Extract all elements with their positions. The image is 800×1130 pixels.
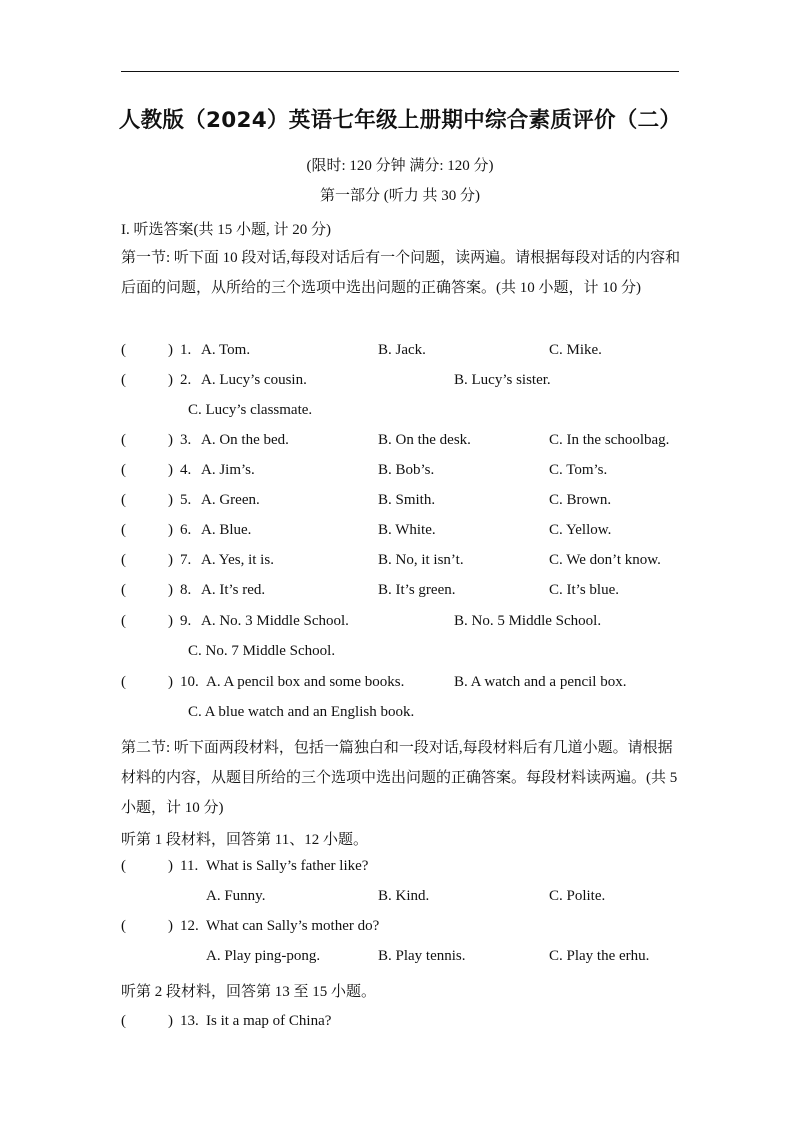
option-b: B. Kind.: [378, 888, 430, 904]
option-c: C. Polite.: [549, 888, 606, 904]
option-a: A. Lucy’s cousin.: [201, 372, 307, 388]
question-2-continued: [121, 402, 701, 424]
answer-blank-close: ): [168, 462, 173, 478]
option-a: A. Yes, it is.: [201, 552, 274, 568]
question-number: 6.: [180, 522, 192, 538]
question-number: 13.: [180, 1013, 199, 1029]
answer-blank-close: ): [168, 522, 173, 538]
section1-instructions: 第一节: 听下面 10 段对话,每段对话后有一个问题，读两遍。请根据每段对话的内容和后面的问题，从所给的三个选项中选出问题的正确答案。(共 10 小题，计 10 分): [121, 250, 681, 296]
question-2: [121, 372, 701, 394]
question-number: 11.: [180, 858, 199, 874]
question-number: 7.: [180, 552, 192, 568]
section2-instructions: 第二节: 听下面两段材料，包括一篇独白和一段对话,每段材料后有几道小题。请根据材料的内容，从题目所给的三个选项中选出问题的正确答案。每段材料读两遍。(共 5 小题，计 10 分): [121, 740, 678, 816]
option-a: A. Tom.: [201, 342, 251, 358]
option-c: C. No. 7 Middle School.: [188, 643, 336, 659]
option-c: C. Tom’s.: [549, 462, 608, 478]
question-12: [121, 918, 701, 940]
question-13: [121, 1013, 701, 1035]
question-stem: What is Sally’s father like?: [206, 858, 369, 874]
answer-blank-close: ): [168, 372, 173, 388]
question-9-continued: [121, 643, 701, 665]
answer-blank-open[interactable]: (: [121, 342, 126, 358]
question-number: 2.: [180, 372, 192, 388]
exam-time-score: (限时: 120 分钟 满分: 120 分): [306, 158, 494, 174]
answer-blank-close: ): [168, 918, 173, 934]
option-a: A. No. 3 Middle School.: [201, 613, 349, 629]
question-8: [121, 582, 701, 604]
option-b: B. No. 5 Middle School.: [454, 613, 602, 629]
option-b: B. Jack.: [378, 342, 426, 358]
answer-blank-open[interactable]: (: [121, 552, 126, 568]
option-c: C. Mike.: [549, 342, 602, 358]
option-a: A. On the bed.: [201, 432, 289, 448]
section-heading: I. 听选答案(共 15 小题, 计 20 分): [121, 222, 331, 238]
answer-blank-open[interactable]: (: [121, 522, 126, 538]
option-c: C. We don’t know.: [549, 552, 661, 568]
option-a: A. It’s red.: [201, 582, 266, 598]
question-6: [121, 522, 701, 544]
question-number: 1.: [180, 342, 192, 358]
question-3: [121, 432, 701, 454]
question-number: 9.: [180, 613, 192, 629]
question-4: [121, 462, 701, 484]
option-b: B. Play tennis.: [378, 948, 466, 964]
answer-blank-close: ): [168, 858, 173, 874]
question-9: [121, 613, 701, 635]
answer-blank-open[interactable]: (: [121, 858, 126, 874]
top-rule: [121, 71, 679, 72]
part-heading: 第一部分 (听力 共 30 分): [320, 188, 480, 204]
answer-blank-open[interactable]: (: [121, 613, 126, 629]
option-c: C. Yellow.: [549, 522, 612, 538]
option-b: B. It’s green.: [378, 582, 456, 598]
answer-blank-close: ): [168, 552, 173, 568]
answer-blank-close: ): [168, 1013, 173, 1029]
question-12-options: [121, 948, 701, 970]
option-b: B. On the desk.: [378, 432, 471, 448]
question-number: 5.: [180, 492, 192, 508]
question-stem: What can Sally’s mother do?: [206, 918, 380, 934]
answer-blank-open[interactable]: (: [121, 918, 126, 934]
material-1-heading: 听第 1 段材料，回答第 11、12 小题。: [121, 832, 368, 848]
option-a: A. Blue.: [201, 522, 252, 538]
option-c: C. Lucy’s classmate.: [188, 402, 313, 418]
option-b: B. No, it isn’t.: [378, 552, 464, 568]
option-a: A. Play ping-pong.: [206, 948, 321, 964]
answer-blank-open[interactable]: (: [121, 492, 126, 508]
question-1: [121, 342, 701, 364]
question-number: 8.: [180, 582, 192, 598]
answer-blank-open[interactable]: (: [121, 432, 126, 448]
question-10-continued: [121, 704, 701, 726]
option-a: A. Green.: [201, 492, 260, 508]
question-7: [121, 552, 701, 574]
option-b: B. Smith.: [378, 492, 436, 508]
option-c: C. In the schoolbag.: [549, 432, 670, 448]
question-number: 12.: [180, 918, 199, 934]
question-number: 10.: [180, 674, 199, 690]
answer-blank-open[interactable]: (: [121, 1013, 126, 1029]
question-stem: Is it a map of China?: [206, 1013, 332, 1029]
option-c: C. It’s blue.: [549, 582, 619, 598]
option-a: A. A pencil box and some books.: [206, 674, 405, 690]
answer-blank-open[interactable]: (: [121, 462, 126, 478]
question-5: [121, 492, 701, 514]
question-number: 4.: [180, 462, 192, 478]
option-c: C. Brown.: [549, 492, 612, 508]
page-title: 人教版（2024）英语七年级上册期中综合素质评价（二）: [118, 108, 682, 133]
option-b: B. A watch and a pencil box.: [454, 674, 627, 690]
option-a: A. Funny.: [206, 888, 266, 904]
answer-blank-close: ): [168, 582, 173, 598]
answer-blank-open[interactable]: (: [121, 372, 126, 388]
answer-blank-close: ): [168, 432, 173, 448]
answer-blank-close: ): [168, 342, 173, 358]
option-c: C. Play the erhu.: [549, 948, 650, 964]
material-2-heading: 听第 2 段材料，回答第 13 至 15 小题。: [121, 984, 377, 1000]
option-b: B. Bob’s.: [378, 462, 435, 478]
answer-blank-close: ): [168, 613, 173, 629]
option-b: B. Lucy’s sister.: [454, 372, 551, 388]
answer-blank-close: ): [168, 492, 173, 508]
question-10: [121, 674, 701, 696]
question-number: 3.: [180, 432, 192, 448]
answer-blank-open[interactable]: (: [121, 674, 126, 690]
option-a: A. Jim’s.: [201, 462, 255, 478]
answer-blank-open[interactable]: (: [121, 582, 126, 598]
answer-blank-close: ): [168, 674, 173, 690]
option-c: C. A blue watch and an English book.: [188, 704, 415, 720]
question-11-options: [121, 888, 701, 910]
question-11: [121, 858, 701, 880]
option-b: B. White.: [378, 522, 436, 538]
